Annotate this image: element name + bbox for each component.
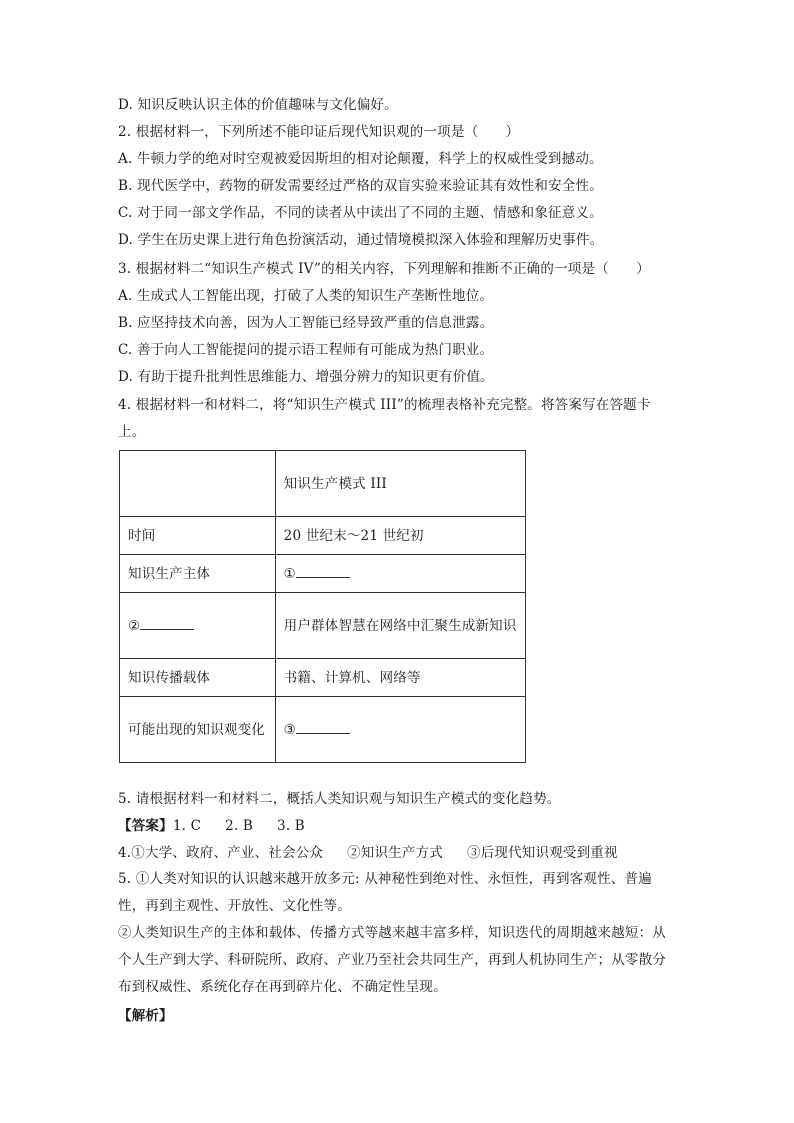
answer-q4-prefix: 4.: [118, 845, 132, 861]
blank-2-marker: ②: [128, 617, 141, 634]
q2-option-c: C. 对于同一部文学作品，不同的读者从中读出了不同的主题、情感和象征意义。: [118, 205, 603, 221]
analysis-label: 【解析】: [118, 1008, 173, 1024]
q3-stem: 3. 根据材料二“知识生产模式 IV”的相关内容，下列理解和推断不正确的一项是（ ）: [118, 261, 650, 277]
q3-option-b: B. 应坚持技术向善，因为人工智能已经导致严重的信息泄露。: [118, 315, 494, 331]
answer-q4-2: ②知识生产方式: [347, 845, 443, 861]
table-header-row: [120, 451, 526, 517]
answer-q1: 1. C: [172, 818, 202, 834]
answer-label: 【答案】: [118, 818, 173, 834]
table-row-value: [275, 697, 525, 763]
answer-q5-part2: ②人类知识生产的主体和载体、传播方式等越来越丰富多样，知识迭代的周期越来越短：从个人生产到大学、科研院所、政府、产业乃至社会共同生产，再到人机协同生产；从零散分布到权威性、系统化存在再到碎片化、不确定性呈现。: [118, 925, 666, 995]
table-row-value: [275, 555, 525, 593]
table-row-value: 书籍、计算机、网络等: [275, 659, 525, 697]
fill-blank-1: [296, 563, 350, 578]
q2-option-d: D. 学生在历史课上进行角色扮演活动，通过情境模拟深入体验和理解历史事件。: [118, 232, 604, 248]
table-row-value: 用户群体智慧在网络中汇聚生成新知识: [275, 593, 525, 659]
answer-line-1: [118, 816, 305, 836]
table-row: [120, 517, 526, 555]
answer-q3: 3. B: [277, 818, 305, 834]
answer-q4-3: ③后现代知识观受到重视: [467, 845, 618, 861]
q2-option-b: B. 现代医学中，药物的研发需要经过严格的双盲实验来验证其有效性和安全性。: [118, 178, 603, 194]
q5-stem: 5. 请根据材料一和材料二，概括人类知识观与知识生产模式的变化趋势。: [118, 791, 561, 807]
q3-option-a: A. 生成式人工智能出现，打破了人类的知识生产垄断性地位。: [118, 288, 494, 304]
q1-option-d: D. 知识反映认识主体的价值趣味与文化偏好。: [118, 97, 398, 113]
q2-option-a: A. 牛顿力学的绝对时空观被爱因斯坦的相对论颠覆，科学上的权威性受到撼动。: [118, 151, 603, 167]
table-row: [120, 697, 526, 763]
table-row: [120, 555, 526, 593]
answer-q2: 2. B: [225, 818, 254, 834]
fill-blank-2: [140, 615, 194, 630]
answer-line-4: [118, 843, 618, 863]
table-row: [120, 659, 526, 697]
answer-q5-part1: 5. ①人类对知识的认识越来越开放多元: 从神秘性到绝对性、永恒性，再到客观性、普遍性，再到主观性、开放性、文化性等。: [118, 871, 652, 914]
knowledge-mode-table: [119, 450, 526, 763]
table-row-value: 20 世纪末～21 世纪初: [275, 517, 525, 555]
q3-option-d: D. 有助于提升批判性思维能力、增强分辨力的知识更有价值。: [118, 369, 494, 385]
table-row-label: 可能出现的知识观变化: [120, 697, 276, 763]
blank-1-marker: ①: [283, 565, 296, 582]
table-header-cell: 知识生产模式 III: [275, 451, 525, 517]
fill-blank-3: [296, 719, 350, 734]
answer-q4-1: ①大学、政府、产业、社会公众: [131, 845, 324, 861]
blank-3-marker: ③: [283, 721, 296, 738]
q4-stem: 4. 根据材料一和材料二，将“知识生产模式 III”的梳理表格补充完整。将答案写在答题卡上。: [118, 397, 651, 440]
table-row-label: [120, 593, 276, 659]
table-row: [120, 593, 526, 659]
table-row-label: 知识传播载体: [120, 659, 276, 697]
table-row-label: 知识生产主体: [120, 555, 276, 593]
q3-option-c: C. 善于向人工智能提问的提示语工程师有可能成为热门职业。: [118, 342, 494, 358]
table-header-empty: [120, 451, 276, 517]
q2-stem: 2. 根据材料一，下列所述不能印证后现代知识观的一项是（ ）: [118, 124, 520, 140]
table-row-label: 时间: [120, 517, 276, 555]
